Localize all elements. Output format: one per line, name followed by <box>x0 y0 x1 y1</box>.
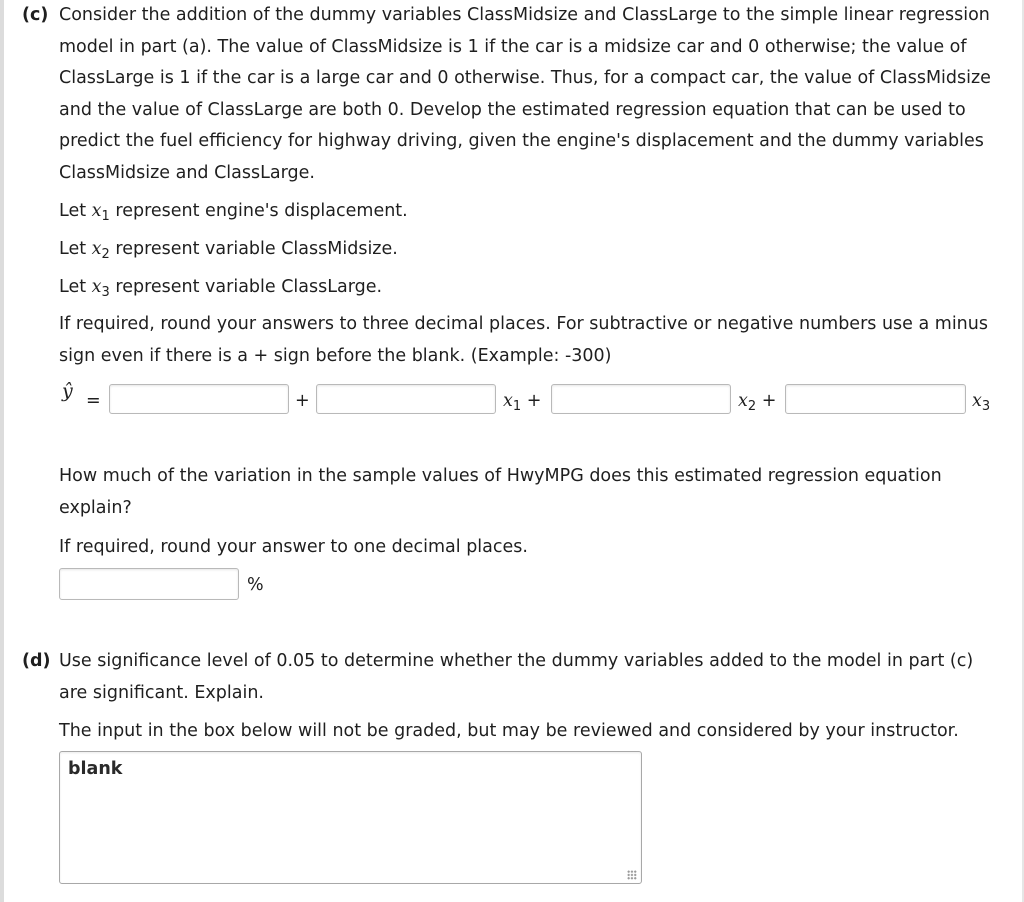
left-border <box>0 0 4 902</box>
let-x3-sub: 3 <box>101 285 110 300</box>
let-x1-sub: 1 <box>101 209 110 224</box>
x3-term <box>972 386 990 418</box>
plus-sign-2: + <box>526 391 542 411</box>
intercept-input[interactable] <box>109 384 289 414</box>
plus-sign-1: + <box>295 391 310 411</box>
let-x2-prefix: Let <box>59 239 87 259</box>
let-x1-var: x <box>91 201 102 221</box>
equals-sign: = <box>86 391 101 411</box>
x3-var: x <box>972 391 982 411</box>
x2-term <box>738 386 776 418</box>
let-x2-sub: 2 <box>101 247 110 262</box>
x2-coefficient-input[interactable] <box>551 384 731 414</box>
variation-block <box>22 461 1007 524</box>
part-c-intro-block <box>22 0 1007 189</box>
y-hat-symbol: ŷ <box>62 380 73 402</box>
resize-grip-icon[interactable] <box>627 870 637 880</box>
part-d-label: (d) <box>22 651 51 671</box>
part-d-response-textarea[interactable] <box>59 751 642 884</box>
variation-question: How much of the variation in the sample values of HwyMPG does this estimated regression equation explain? <box>59 466 942 518</box>
let-x1-text: represent engine's displacement. <box>115 201 408 221</box>
let-x3-var: x <box>91 277 102 297</box>
let-x3-text: represent variable ClassLarge. <box>115 277 383 297</box>
let-x2-line <box>59 237 398 263</box>
let-x1-prefix: Let <box>59 201 87 221</box>
part-d-question: Use significance level of 0.05 to determine whether the dummy variables added to the model in part (c) are significant. Explain. <box>59 651 974 703</box>
x1-term <box>503 386 541 418</box>
x1-sub: 1 <box>512 399 522 414</box>
part-d-response-text: blank <box>68 759 123 779</box>
x2-sub: 2 <box>747 399 757 414</box>
let-x3-line <box>59 275 382 301</box>
part-d-note: The input in the box below will not be graded, but may be reviewed and considered by your instructor. <box>59 721 959 741</box>
part-d-block <box>22 646 1007 709</box>
x1-coefficient-input[interactable] <box>316 384 496 414</box>
x1-var: x <box>503 391 513 411</box>
let-x1-line <box>59 199 408 225</box>
rounding-block <box>22 309 1007 372</box>
x3-sub: 3 <box>981 399 991 414</box>
percent-variation-input[interactable] <box>59 568 239 600</box>
x3-coefficient-input[interactable] <box>785 384 966 414</box>
let-x2-var: x <box>91 239 102 259</box>
percent-unit: % <box>247 575 264 595</box>
variation-rounding: If required, round your answer to one decimal places. <box>59 537 528 557</box>
part-c-intro: Consider the addition of the dummy variables ClassMidsize and ClassLarge to the simple linear regression model in part (a). The value of ClassMidsize is 1 if the car is a midsize car and 0 otherwise; the value of ClassLarge is 1 if the car is a large car and 0 otherwise. Thus, for a compact car, the value of ClassMidsize and the value of ClassLarge are both 0. Develop the estimated regression equation that can be used to predict the fuel efficiency for highway driving, given the engine's displacement and the dummy variables ClassMidsize and ClassLarge. <box>59 5 991 183</box>
plus-sign-3: + <box>761 391 777 411</box>
let-x3-prefix: Let <box>59 277 87 297</box>
rounding-instructions: If required, round your answers to three decimal places. For subtractive or negative numbers use a minus sign even if there is a + sign before the blank. (Example: -300) <box>59 314 988 366</box>
let-x2-text: represent variable ClassMidsize. <box>115 239 398 259</box>
x2-var: x <box>738 391 748 411</box>
part-c-label: (c) <box>22 5 49 25</box>
